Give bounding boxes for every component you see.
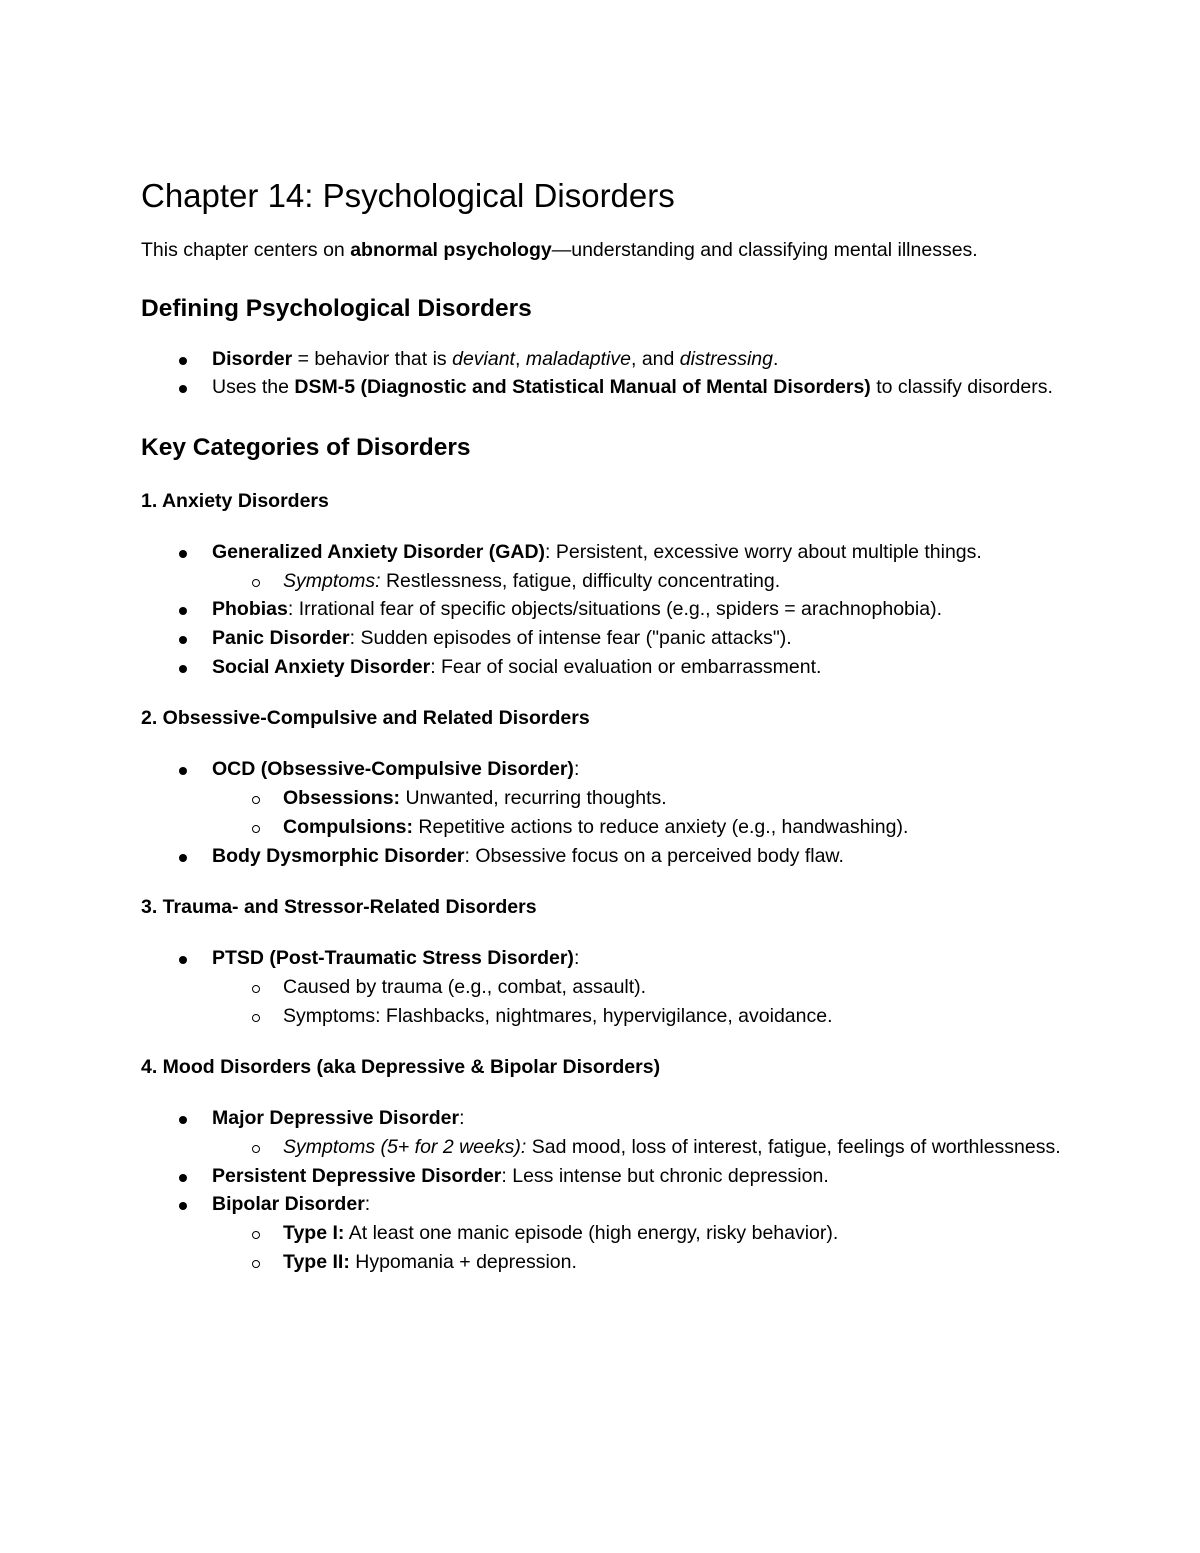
- intro-text: This chapter centers on: [141, 239, 351, 261]
- bullet-icon: [179, 550, 187, 558]
- section-heading-categories: Key Categories of Disorders: [141, 433, 471, 461]
- list-item: [212, 538, 1071, 595]
- bullet-icon: [179, 854, 187, 862]
- text: Caused by trauma (e.g., combat, assault).: [283, 975, 647, 998]
- bullet-icon: [179, 1202, 187, 1210]
- circle-bullet-icon: [252, 985, 260, 993]
- text: = behavior that is: [292, 347, 453, 370]
- circle-bullet-icon: [252, 825, 260, 833]
- bullet-icon: [179, 1174, 187, 1182]
- list-item: [212, 1104, 1071, 1161]
- subsection-heading-ocd: 2. Obsessive-Compulsive and Related Disorders: [141, 707, 590, 730]
- circle-bullet-icon: [252, 1145, 260, 1153]
- text: Repetitive actions to reduce anxiety (e.g., handwashing).: [413, 815, 909, 838]
- circle-bullet-icon: [252, 1260, 260, 1268]
- text: : Fear of social evaluation or embarrassment.: [430, 655, 822, 678]
- term: Social Anxiety Disorder: [212, 655, 431, 678]
- intro-paragraph: [141, 236, 1071, 265]
- text: : Obsessive focus on a perceived body flaw.: [464, 844, 844, 867]
- sub-list-item: [283, 784, 1071, 813]
- italic-text: Symptoms:: [283, 569, 381, 592]
- circle-bullet-icon: [252, 579, 260, 587]
- bullet-icon: [179, 1116, 187, 1124]
- text: :: [364, 1193, 371, 1216]
- list-item: [212, 595, 1071, 624]
- text: Uses the: [212, 376, 295, 399]
- term: DSM-5 (Diagnostic and Statistical Manual of Mental Disorders): [294, 376, 871, 399]
- term: PTSD (Post-Traumatic Stress Disorder): [212, 947, 574, 970]
- text: to classify disorders.: [870, 376, 1053, 399]
- circle-bullet-icon: [252, 1014, 260, 1022]
- anxiety-list: [141, 538, 1071, 682]
- bullet-icon: [179, 665, 187, 673]
- section-heading-defining: Defining Psychological Disorders: [141, 294, 532, 322]
- bullet-icon: [179, 385, 187, 393]
- text: : Sudden episodes of intense fear ("panic attacks").: [349, 627, 792, 650]
- list-item: [212, 1190, 1071, 1276]
- term: Generalized Anxiety Disorder (GAD): [212, 540, 546, 563]
- term: Persistent Depressive Disorder: [212, 1164, 502, 1187]
- sub-list-item: [283, 1219, 1071, 1248]
- text: Hypomania + depression.: [349, 1250, 577, 1273]
- list-item: [212, 345, 1071, 374]
- term: Compulsions:: [283, 815, 413, 838]
- term: Body Dysmorphic Disorder: [212, 844, 465, 867]
- list-item: [212, 373, 1071, 402]
- list-item: [212, 653, 1071, 682]
- term: Disorder: [212, 347, 293, 370]
- term: Phobias: [212, 598, 288, 621]
- text: :: [459, 1107, 465, 1130]
- italic-text: distressing: [679, 347, 773, 370]
- bullet-icon: [179, 607, 187, 615]
- sub-list-item: [283, 1133, 1071, 1162]
- text: Unwanted, recurring thoughts.: [400, 787, 667, 810]
- sub-list: [212, 1219, 1071, 1276]
- bullet-icon: [179, 767, 187, 775]
- term: OCD (Obsessive-Compulsive Disorder): [212, 758, 574, 781]
- list-item: [212, 624, 1071, 653]
- text: Sad mood, loss of interest, fatigue, feelings of worthlessness.: [526, 1136, 1061, 1159]
- text: Symptoms: Flashbacks, nightmares, hypervigilance, avoidance.: [283, 1004, 833, 1027]
- text: : Persistent, excessive worry about multiple things.: [545, 540, 982, 563]
- term: Type II:: [283, 1250, 350, 1273]
- text: .: [773, 347, 779, 370]
- term: Major Depressive Disorder: [212, 1107, 460, 1130]
- text: Restlessness, fatigue, difficulty concentrating.: [380, 569, 781, 592]
- intro-bold-term: abnormal psychology: [350, 239, 552, 261]
- sub-list: [212, 567, 1071, 596]
- subsection-heading-mood: 4. Mood Disorders (aka Depressive & Bipolar Disorders): [141, 1056, 661, 1079]
- list-item: [212, 1162, 1071, 1191]
- sub-list-item: [283, 813, 1071, 842]
- intro-text-end: —understanding and classifying mental illnesses.: [551, 239, 978, 261]
- text: : Irrational fear of specific objects/situations (e.g., spiders = arachnophobia).: [287, 598, 942, 621]
- italic-text: Symptoms (5+ for 2 weeks):: [283, 1136, 527, 1159]
- bullet-icon: [179, 636, 187, 644]
- text: At least one manic episode (high energy, risky behavior).: [344, 1222, 839, 1245]
- sub-list: [212, 784, 1071, 841]
- term: Obsessions:: [283, 787, 401, 810]
- list-item: [212, 944, 1071, 1030]
- sub-list-item: [283, 1248, 1071, 1277]
- circle-bullet-icon: [252, 796, 260, 804]
- list-item: [212, 842, 1071, 871]
- bullet-icon: [179, 357, 187, 365]
- sub-list: [212, 1133, 1071, 1162]
- list-item: [212, 755, 1071, 841]
- text: , and: [630, 347, 680, 370]
- italic-text: deviant: [452, 347, 515, 370]
- sub-list-item: [283, 1002, 1071, 1031]
- term: Type I:: [283, 1222, 345, 1245]
- page-title: Chapter 14: Psychological Disorders: [141, 177, 675, 214]
- subsection-heading-trauma: 3. Trauma- and Stressor-Related Disorders: [141, 896, 537, 919]
- sub-list-item: [283, 973, 1071, 1002]
- text: :: [573, 758, 580, 781]
- subsection-heading-anxiety: 1. Anxiety Disorders: [141, 489, 329, 512]
- mood-list: [141, 1104, 1071, 1276]
- trauma-list: [141, 944, 1071, 1030]
- defining-list: [141, 345, 1071, 402]
- sub-list: [212, 973, 1071, 1030]
- italic-text: maladaptive: [525, 347, 631, 370]
- text: :: [573, 947, 580, 970]
- text: : Less intense but chronic depression.: [501, 1164, 829, 1187]
- term: Bipolar Disorder: [212, 1193, 365, 1216]
- text: ,: [514, 347, 526, 370]
- term: Panic Disorder: [212, 627, 350, 650]
- ocd-list: [141, 755, 1071, 870]
- circle-bullet-icon: [252, 1231, 260, 1239]
- document-content: [141, 174, 1071, 1277]
- bullet-icon: [179, 956, 187, 964]
- sub-list-item: [283, 567, 1071, 596]
